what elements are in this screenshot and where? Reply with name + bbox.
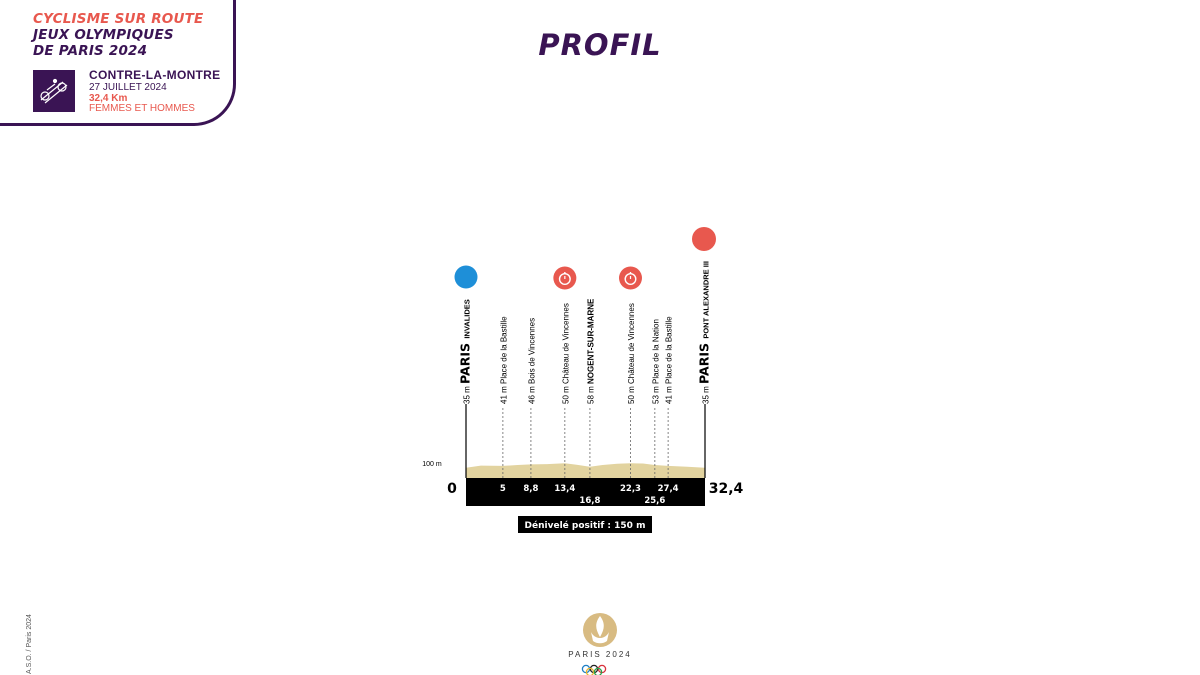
waypoint-text: 46 m Bois de Vincennes: [527, 317, 537, 404]
waypoint-text: 50 m Château de Vincennes: [626, 303, 636, 404]
waypoint-km-label: 22,3: [620, 484, 641, 494]
discipline-title: CYCLISME SUR ROUTE: [33, 11, 204, 27]
paris-2024-logo-icon: [563, 606, 637, 675]
event-distance: 32,4 Km: [89, 93, 128, 104]
waypoint-label: [586, 298, 595, 404]
waypoint-text: 35 m PARIS PONT ALEXANDRE III: [696, 261, 712, 404]
waypoint-label: [499, 316, 508, 404]
waypoint-text: 53 m Place de la Nation: [651, 319, 661, 404]
start-km-label: 0: [447, 481, 457, 497]
finish-marker: [692, 227, 716, 251]
y-axis-label: 100 m: [422, 461, 442, 468]
waypoint-text: 50 m Château de Vincennes: [561, 303, 571, 404]
waypoint-km-label: 8,8: [523, 484, 539, 494]
waypoint-km-label: 16,8: [579, 496, 601, 506]
event-date: 27 JUILLET 2024: [89, 82, 167, 93]
waypoint-km-label: 27,4: [657, 484, 679, 494]
waypoint-label: [651, 319, 660, 404]
end-km-label: 32,4: [708, 481, 744, 497]
city-label: [458, 299, 473, 404]
elevation-gain-label: Dénivelé positif : 150 m: [524, 521, 646, 531]
photo-credit: A.S.O. / Paris 2024: [26, 614, 33, 674]
waypoint-label: [627, 303, 636, 404]
elevation-area: [466, 463, 705, 478]
games-title: JEUX OLYMPIQUES: [33, 27, 174, 43]
waypoint-label: [665, 316, 674, 404]
waypoint-text: 58 m NOGENT-SUR-MARNE: [586, 298, 596, 404]
page-title: PROFIL: [538, 28, 662, 62]
waypoint-label: [561, 303, 570, 404]
waypoint-text: 35 m PARIS INVALIDES: [457, 299, 473, 404]
event-type: CONTRE-LA-MONTRE: [89, 68, 221, 82]
waypoint-km-label: 13,4: [554, 484, 576, 494]
logo-caption: PARIS 2024: [568, 650, 632, 659]
city-label: [697, 261, 712, 404]
event-category: FEMMES ET HOMMES: [89, 103, 195, 114]
waypoint-text: 41 m Place de la Bastille: [664, 316, 674, 404]
games-year-title: DE PARIS 2024: [33, 43, 148, 59]
waypoint-label: [527, 318, 536, 404]
waypoint-km-label: 25,6: [644, 496, 666, 506]
waypoint-km-label: 5: [499, 484, 506, 494]
start-marker: [455, 266, 478, 289]
waypoint-text: 41 m Place de la Bastille: [499, 316, 509, 404]
